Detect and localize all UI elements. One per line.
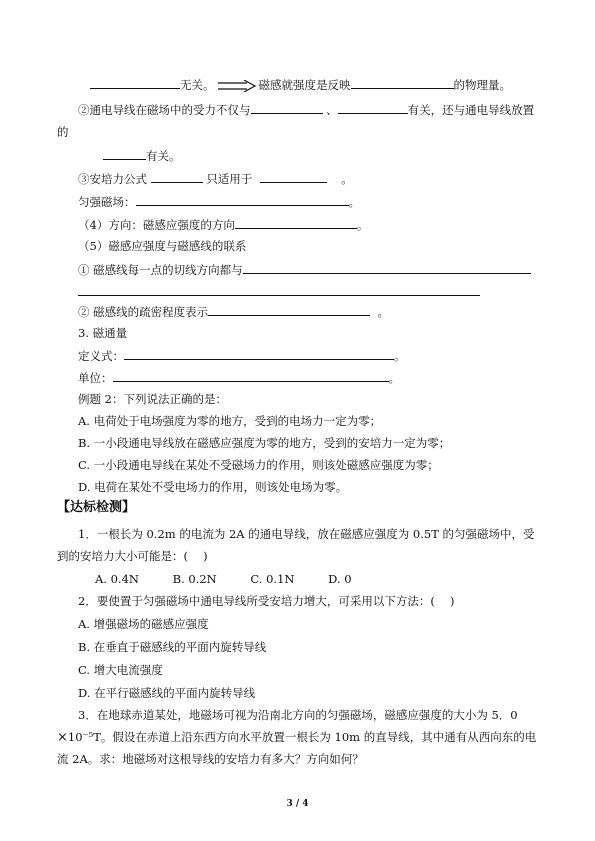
text: 2．要使置于匀强磁场中通电导线所受安培力增大，可采用以下方法：( ): [78, 594, 455, 608]
text: 。: [377, 305, 389, 319]
line-13: [78, 347, 406, 364]
q3-line-3: [57, 751, 364, 767]
text: 只适用于: [206, 172, 253, 186]
text: A. 电荷处于电场强度为零的地方，受到的电场力一定为零；: [78, 414, 382, 428]
text: C. 增大电流强度: [78, 663, 163, 677]
q2-option-b: [78, 639, 266, 655]
section-heading: [57, 500, 135, 516]
line-14: [78, 369, 400, 386]
example-2-title: [78, 391, 227, 407]
example-option-c: [78, 457, 439, 473]
text: D. 在平行磁感线的平面内旋转导线: [78, 686, 256, 700]
text: 。: [388, 371, 400, 385]
blank: [113, 369, 389, 382]
text: 有关，还与通电导线放置: [407, 103, 535, 117]
text: D. 电荷在某处不受电场力的作用，则该处电场为零。: [78, 480, 348, 494]
times-symbol: ×: [57, 730, 68, 745]
line-6: [78, 193, 360, 210]
q3-line-1: [78, 707, 518, 723]
text: 定义式：: [78, 349, 124, 363]
text: （4）方向：磁感应强度的方向: [78, 218, 235, 232]
page-number: 3 / 4: [286, 799, 309, 809]
double-arrow-icon: [217, 80, 257, 92]
text: （5）磁感应强度与磁感线的联系: [78, 239, 247, 253]
blank: [136, 193, 349, 206]
text: 到的安培力大小可能是：( ): [57, 549, 208, 563]
q2-line-1: [78, 593, 454, 609]
blank: [251, 101, 323, 114]
blank: [243, 261, 531, 274]
text: 无关。: [180, 78, 215, 92]
text: 的物理量。: [453, 78, 511, 92]
text: ③安培力公式: [78, 172, 147, 186]
q1-line-2: [57, 548, 208, 564]
text: 匀强磁场：: [78, 195, 136, 209]
text: 。: [356, 218, 369, 232]
line-4: [103, 147, 181, 164]
text: ②通电导线在磁场中的受力不仅与: [78, 103, 251, 117]
text: 流 2A。求：地磁场对这根导线的安培力有多大？方向如何？: [57, 752, 364, 766]
line-11: [78, 303, 389, 320]
option-d: D. 0: [328, 572, 352, 586]
line-2: [78, 101, 534, 118]
text: 。: [394, 349, 406, 363]
q1-line-1: [78, 526, 535, 542]
line-3: [57, 124, 69, 140]
text: 1．一根长为 0.2m 的电流为 2A 的通电导线，放在磁感应强度为 0.5T 的匀强磁场中，受: [78, 527, 535, 541]
blank: [208, 303, 370, 316]
line-12: [78, 325, 127, 341]
text: ① 磁感线每一点的切线方向都与: [78, 263, 243, 277]
line-10: [78, 283, 480, 300]
line-1: [90, 76, 511, 93]
q1-options: [95, 571, 352, 587]
text: 10⁻⁵T。假设在赤道上沿东西方向水平放置一根长为 10m 的直导线，其中通有从西向东的电: [67, 730, 537, 744]
blank: [90, 76, 180, 89]
q2-option-d: [78, 685, 255, 701]
option-b: B. 0.2N: [172, 572, 217, 586]
example-option-d: [78, 479, 347, 495]
blank: [351, 76, 454, 89]
blank: [338, 101, 408, 114]
example-option-a: [78, 413, 381, 429]
text: 【达标检测】: [57, 500, 136, 515]
text: 。: [341, 172, 353, 186]
blank: [151, 170, 203, 183]
option-a: A. 0.4N: [95, 572, 139, 586]
text: C. 一小段通电导线在某处不受磁场力的作用，则该处磁感应强度为零；: [78, 458, 439, 472]
text: 3．在地球赤道某处，地磁场可视为沿南北方向的匀强磁场，磁感应强度的大小为 5．0: [78, 708, 518, 722]
text: 有关。: [146, 149, 181, 163]
text: 单位：: [78, 371, 113, 385]
blank: [235, 216, 357, 229]
blank: [124, 347, 394, 360]
text: 例题 2：下列说法正确的是：: [78, 392, 227, 406]
line-5: [78, 170, 353, 187]
example-option-b: [78, 435, 450, 451]
text: 的: [57, 125, 69, 139]
blank: [103, 147, 146, 160]
text: 3. 磁通量: [78, 326, 128, 340]
text: ② 磁感线的疏密程度表示: [78, 305, 209, 319]
line-8: [78, 238, 246, 254]
text: 。: [348, 195, 360, 209]
blank: [260, 170, 327, 183]
text: 磁感就强度是反映: [258, 78, 351, 92]
line-9: [78, 261, 531, 278]
q2-option-c: [78, 662, 163, 678]
blank: [78, 283, 480, 296]
option-c: C. 0.1N: [250, 572, 295, 586]
q3-line-2: [57, 729, 536, 746]
line-7: [78, 216, 368, 233]
text: 、: [326, 103, 338, 117]
q2-option-a: [78, 616, 209, 632]
text: A. 增强磁场的磁感应强度: [78, 617, 209, 631]
text: B. 一小段通电导线放在磁感应强度为零的地方，受到的安培力一定为零；: [78, 436, 451, 450]
text: B. 在垂直于磁感线的平面内旋转导线: [78, 640, 267, 654]
